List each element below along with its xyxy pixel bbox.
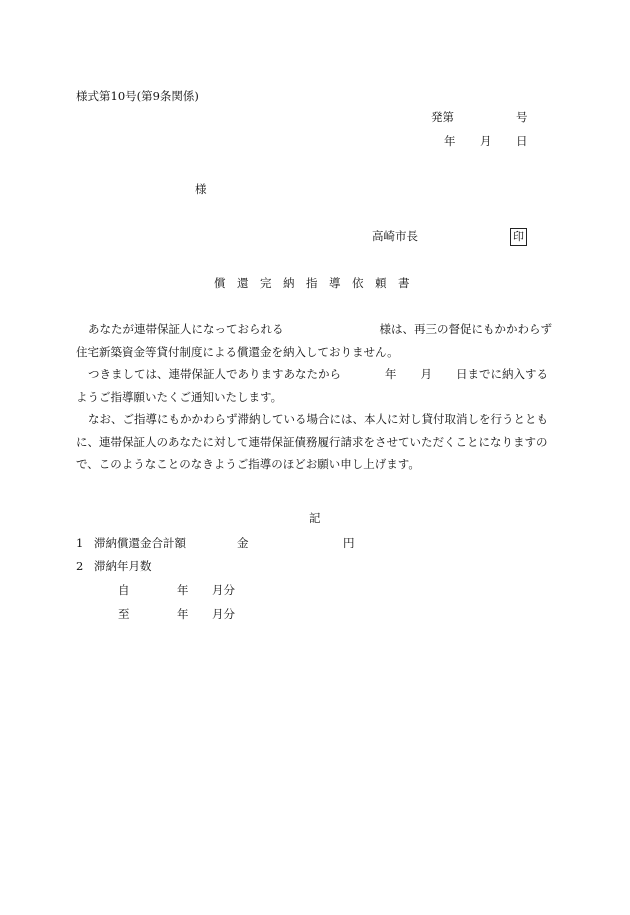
to-year-label: 年 bbox=[177, 607, 189, 621]
body-paragraph-3: なお、ご指導にもかかわらず滞納している場合には、本人に対し貸付取消しを行うとともに、連帯保証人のあなたに対して連帯保証債務履行請求をさせていただくことになりますので、このようなことのなきようご指導のほどお願い申し上げます。 bbox=[76, 412, 548, 471]
body-paragraph-1 bbox=[76, 318, 556, 363]
from-label: 自 bbox=[118, 583, 130, 597]
item1-number: 1 bbox=[76, 536, 84, 550]
to-month-label: 月分 bbox=[212, 607, 235, 621]
issue-number-prefix: 発第 bbox=[431, 110, 454, 124]
body-p2-part-b: 日までに納入するようご指導願いたくご通知いたします。 bbox=[76, 367, 548, 404]
seal-mark: 印 bbox=[510, 228, 527, 246]
document-title: 償 還 完 納 指 導 依 頼 書 bbox=[214, 276, 410, 290]
from-month-label: 月分 bbox=[212, 583, 235, 597]
date-day-label: 日 bbox=[516, 134, 528, 148]
item1-yen: 円 bbox=[343, 536, 355, 550]
body-p2-year: 年 bbox=[385, 367, 397, 381]
body-p1-part-b: 様は、再三の督促にもかかわらず住宅新築資金等貸付制度による償還金を納入しておりません。 bbox=[76, 322, 552, 359]
date-month-label: 月 bbox=[480, 134, 492, 148]
from-year-label: 年 bbox=[177, 583, 189, 597]
body-p2-part-a: つきましては、連帯保証人でありますあなたから bbox=[88, 367, 341, 381]
date-year-label: 年 bbox=[444, 134, 456, 148]
body-p1-part-a: あなたが連帯保証人になっておられる bbox=[88, 322, 284, 336]
form-label: 様式第10号(第9条関係) bbox=[76, 89, 199, 103]
item2-number: 2 bbox=[76, 559, 84, 573]
ki-heading: 記 bbox=[309, 511, 321, 525]
item2-label: 滞納年月数 bbox=[94, 559, 152, 573]
issue-number-suffix: 号 bbox=[516, 110, 528, 124]
body-p2-month: 月 bbox=[420, 367, 432, 381]
item1-label: 滞納償還金合計額 bbox=[94, 536, 186, 550]
body-paragraph-2 bbox=[76, 363, 556, 408]
sender-title: 高崎市長 bbox=[372, 229, 418, 243]
item1-kin: 金 bbox=[237, 536, 249, 550]
addressee-suffix: 様 bbox=[195, 182, 207, 196]
to-label: 至 bbox=[118, 607, 130, 621]
